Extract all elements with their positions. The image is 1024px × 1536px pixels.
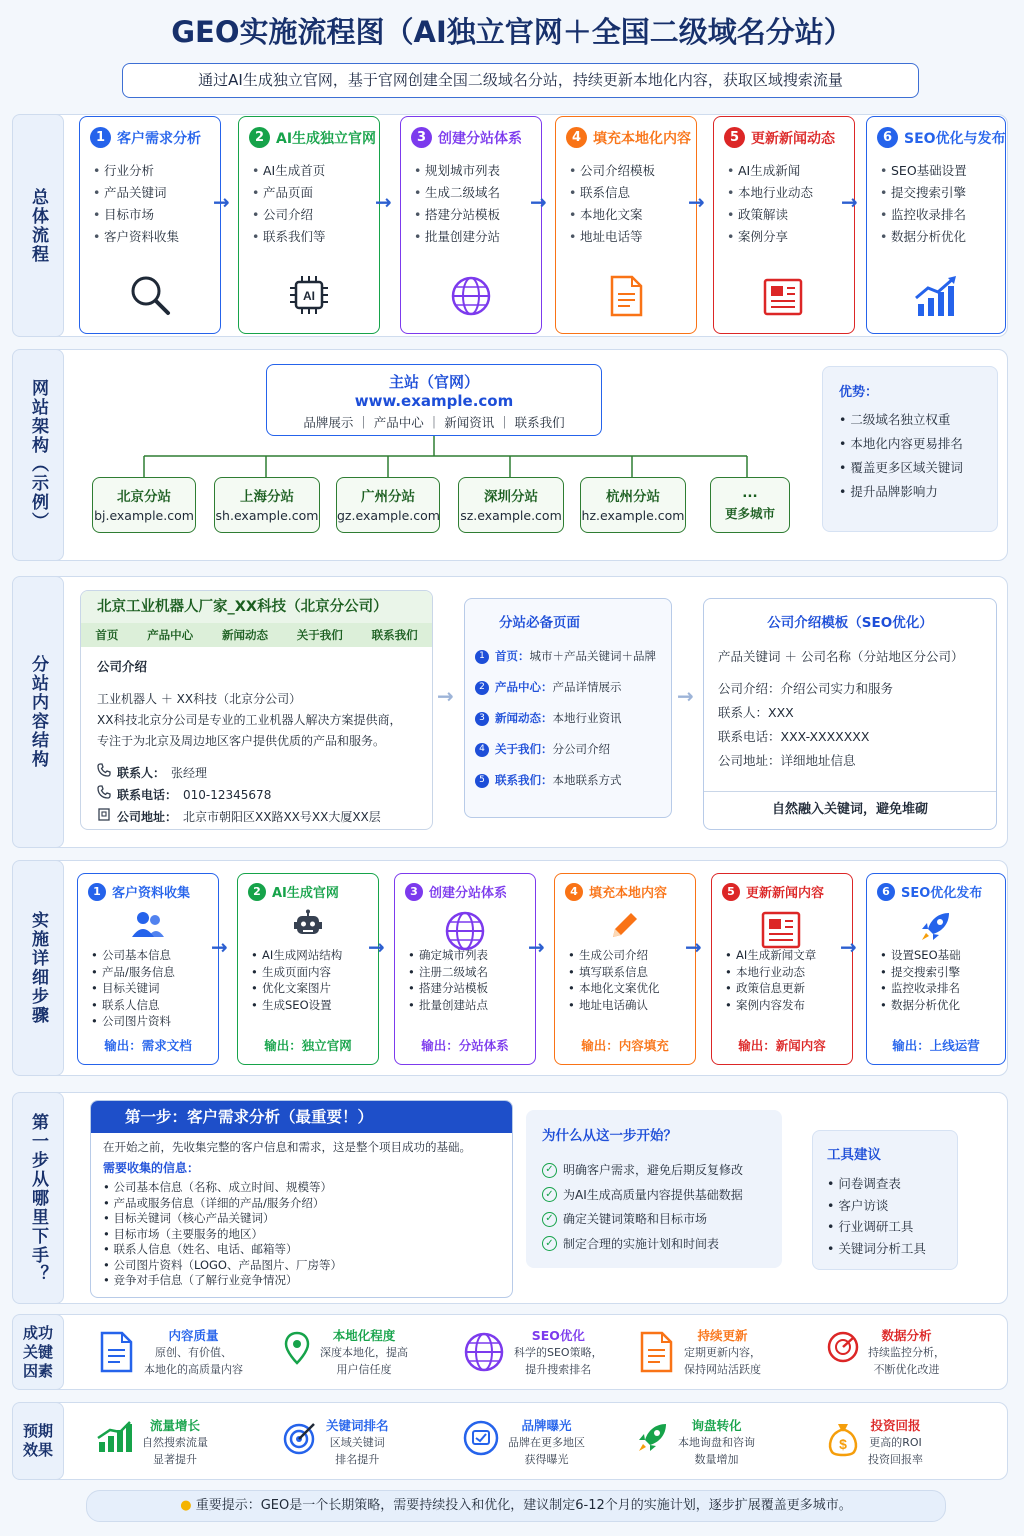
step-number: 6 <box>877 883 895 901</box>
step-item: • 政策解读 <box>738 204 844 226</box>
branch-domain: sz.example.com <box>460 508 562 523</box>
effects-item <box>636 1416 755 1468</box>
arrow-icon: → <box>528 935 545 959</box>
first-step-box <box>90 1100 513 1298</box>
branch-domain: hz.example.com <box>581 508 685 523</box>
overall-label: 总体流程 <box>12 114 64 337</box>
branch-site-box <box>336 477 440 533</box>
branch-name: 广州分站 <box>361 489 415 505</box>
effects-title: 关键词排名 <box>326 1418 389 1433</box>
monitor-icon <box>462 1445 500 1459</box>
mockup-intro-head: 公司介绍 <box>97 659 148 674</box>
document-icon <box>636 1363 676 1377</box>
effects-desc-1: 品牌在更多地区 <box>508 1436 585 1449</box>
required-page-item <box>475 703 661 734</box>
mockup-title: 北京工业机器人厂家_XX科技（北京分公司） <box>81 591 432 623</box>
branch-site-box <box>580 477 686 533</box>
template-line: 产品关键词 ＋ 公司名称（分站地区分公司） <box>718 649 964 664</box>
branch-domain: sh.example.com <box>215 508 319 523</box>
effects-desc-1: 更高的ROI <box>869 1436 922 1449</box>
template-note: 自然融入关键词，避免堆砌 <box>704 791 996 829</box>
arrow-icon: → <box>530 190 547 214</box>
svg-text:AI: AI <box>303 289 315 303</box>
tool-text: 行业调研工具 <box>838 1219 914 1234</box>
contact-key: 联系电话： <box>117 788 178 802</box>
step-item: • 提交搜索引擎 <box>891 964 995 981</box>
step-title: 更新新闻内容 <box>746 886 825 901</box>
check-icon: ✓ <box>542 1212 557 1227</box>
step-item: • 地址电话确认 <box>579 997 685 1014</box>
required-page-number: 4 <box>475 743 489 757</box>
required-pages-box <box>464 598 672 818</box>
contact-key: 公司地址： <box>117 810 178 824</box>
arrow-icon: → <box>840 935 857 959</box>
step-item: • 监控收录排名 <box>891 980 995 997</box>
step-item: • 确定城市列表 <box>419 947 525 964</box>
step-item: • 本地化文案优化 <box>579 980 685 997</box>
contact-key: 联系人： <box>117 766 166 780</box>
first-step-banner: 第一步：客户需求分析（最重要！） <box>91 1101 512 1133</box>
step-output: 输出：上线运营 <box>892 1038 980 1053</box>
required-page-number: 5 <box>475 774 489 788</box>
tip-bar <box>86 1490 946 1522</box>
advantage-text: 本地化内容更易排名 <box>850 436 963 451</box>
step-item: • 联系我们等 <box>263 226 369 248</box>
arrow-icon: → <box>841 190 858 214</box>
document-icon <box>96 1363 136 1377</box>
need-text: 目标关键词（核心产品关键词） <box>113 1211 275 1225</box>
step-title: 客户资料收集 <box>112 886 191 901</box>
detail-step-2 <box>237 873 379 1065</box>
required-page-key: 联系我们： <box>495 773 553 787</box>
arrow-icon: → <box>677 684 694 708</box>
branch-name: 深圳分站 <box>484 489 538 505</box>
step-item: • 本地行业动态 <box>736 964 842 981</box>
detail-step-5 <box>711 873 853 1065</box>
effects-title: 品牌曝光 <box>521 1418 572 1433</box>
branch-name: ... <box>742 485 758 501</box>
step-item: • 客户资料收集 <box>104 226 210 248</box>
effects-desc-2: 排名提升 <box>335 1453 380 1466</box>
branch-site-box <box>710 477 790 533</box>
branch-domain: 更多城市 <box>724 506 775 521</box>
advantage-text: 提升品牌影响力 <box>850 484 938 499</box>
detail-step-6 <box>866 873 1006 1065</box>
factors-desc-1: 科学的SEO策略， <box>514 1346 603 1359</box>
why-text: 明确客户需求，避免后期反复修改 <box>563 1163 744 1177</box>
factors-desc-1: 深度本地化，提高 <box>320 1346 408 1359</box>
factors-item <box>826 1326 945 1378</box>
pencil-icon <box>609 930 641 944</box>
step-item: • 搭建分站模板 <box>425 204 531 226</box>
effects-title: 投资回报 <box>870 1418 921 1433</box>
branch-domain: gz.example.com <box>337 508 440 523</box>
effects-item <box>96 1416 208 1468</box>
required-page-item <box>475 734 661 765</box>
step-output: 输出：独立官网 <box>264 1038 352 1053</box>
phone-icon <box>97 784 111 806</box>
first-label: 第一步从哪里下手？ <box>12 1092 64 1304</box>
step-item: • 数据分析优化 <box>891 226 995 248</box>
mockup-nav-item[interactable]: 联系我们 <box>371 628 418 642</box>
arrow-icon: → <box>437 684 454 708</box>
effects-desc-1: 本地询盘和咨询 <box>678 1436 755 1449</box>
required-page-key: 首页： <box>495 649 530 663</box>
need-item: • 竞争对手信息（了解行业竞争情况） <box>103 1273 298 1287</box>
mockup-nav-item[interactable]: 新闻动态 <box>221 628 268 642</box>
step-item: • 产品/服务信息 <box>102 964 208 981</box>
step-item: • 生成SEO设置 <box>262 997 368 1014</box>
branch-site-box <box>458 477 564 533</box>
step-output: 输出：新闻内容 <box>738 1038 826 1053</box>
tool-text: 问卷调查表 <box>838 1176 901 1191</box>
step-item: • 设置SEO基础 <box>891 947 995 964</box>
step-item: • 规划城市列表 <box>425 160 531 182</box>
why-title: 为什么从这一步开始？ <box>542 1128 677 1144</box>
step-item: • 案例分享 <box>738 226 844 248</box>
step-item: • 公司介绍 <box>263 204 369 226</box>
step-item: • 公司介绍模板 <box>580 160 686 182</box>
check-icon: ✓ <box>542 1163 557 1178</box>
detail-step-1 <box>77 873 219 1065</box>
required-page-value: 本地行业资讯 <box>552 711 622 725</box>
needs-title: 需要收集的信息： <box>103 1161 200 1175</box>
effects-desc-2: 显著提升 <box>153 1453 197 1466</box>
why-text: 制定合理的实施计划和时间表 <box>563 1236 720 1251</box>
step-item: • AI生成新闻文章 <box>736 947 842 964</box>
step-item: • 生成公司介绍 <box>579 947 685 964</box>
factors-desc-1: 定期更新内容， <box>684 1346 761 1359</box>
template-line: 联系电话：XXX-XXXXXXX <box>718 729 870 744</box>
branch-name: 杭州分站 <box>606 489 660 505</box>
need-text: 联系人信息（姓名、电话、邮箱等） <box>113 1242 298 1256</box>
main-site-title: 主站（官网） <box>388 373 479 391</box>
tool-item: • 行业调研工具 <box>827 1219 914 1234</box>
advantages-box <box>822 366 998 532</box>
factors-desc-2: 保持网站活跃度 <box>684 1363 761 1376</box>
required-page-item <box>475 765 661 796</box>
step-number: 2 <box>248 883 266 901</box>
factors-desc-2: 不断优化改进 <box>873 1363 940 1376</box>
step-title: SEO优化发布 <box>901 886 983 901</box>
step-item: • 填写联系信息 <box>579 964 685 981</box>
step-title: 创建分站体系 <box>429 886 508 901</box>
required-page-value: 本地联系方式 <box>552 773 622 787</box>
required-page-item <box>475 672 661 703</box>
advantages-title: 优势： <box>839 385 879 400</box>
factors-item <box>636 1326 761 1378</box>
step-item: • 公司基本信息 <box>102 947 208 964</box>
template-title: 公司介绍模板（SEO优化） <box>767 615 933 631</box>
template-line: 公司地址：详细地址信息 <box>718 753 856 768</box>
step-item: • 联系人信息 <box>102 997 208 1014</box>
step-item: • 生成页面内容 <box>262 964 368 981</box>
advantage-text: 覆盖更多区域关键词 <box>850 460 963 475</box>
template-line: 公司介绍：介绍公司实力和服务 <box>718 681 894 696</box>
step-output: 输出：需求文档 <box>104 1038 192 1053</box>
required-page-value: 城市＋产品关键词＋品牌 <box>529 649 656 663</box>
need-text: 竞争对手信息（了解行业竞争情况） <box>113 1273 298 1287</box>
contact-row <box>97 784 416 806</box>
mockup-intro-l3: 专注于为北京及周边地区客户提供优质的产品和服务。 <box>97 734 386 748</box>
effects-desc-2: 获得曝光 <box>524 1453 569 1466</box>
step-item: • 数据分析优化 <box>891 997 995 1014</box>
rocket-icon <box>919 932 953 946</box>
mockup-intro-l1: 工业机器人 ＋ XX科技（北京分公司） <box>97 692 302 706</box>
need-text: 公司图片资料（LOGO、产品图片、厂房等） <box>113 1257 342 1272</box>
step-item: • 目标关键词 <box>102 980 208 997</box>
step-output: 输出：内容填充 <box>581 1038 669 1053</box>
branch-name: 上海分站 <box>240 489 294 505</box>
factors-item <box>462 1326 603 1378</box>
why-box <box>526 1110 782 1268</box>
step-number: 1 <box>88 883 106 901</box>
required-page-key: 产品中心： <box>495 680 553 694</box>
step-number: 6 <box>877 127 898 148</box>
branch-name: 北京分站 <box>117 489 171 505</box>
phone-icon <box>97 762 111 784</box>
required-page-number: 1 <box>475 650 489 664</box>
building-icon <box>97 806 111 828</box>
factors-item <box>96 1326 243 1378</box>
page-subtitle: 通过AI生成独立官网，基于官网创建全国二级域名分站，持续更新本地化内容，获取区域搜索流量 <box>122 63 919 98</box>
factors-title: SEO优化 <box>531 1328 585 1343</box>
step-item: • 案例内容发布 <box>736 997 842 1014</box>
need-item: • 公司基本信息（名称、成立时间、规模等） <box>103 1180 332 1194</box>
effects-desc-2: 数量增加 <box>694 1453 739 1466</box>
step-number: 4 <box>565 883 583 901</box>
target-icon <box>282 1445 318 1459</box>
step-number: 4 <box>566 127 587 148</box>
arrow-icon: → <box>375 190 392 214</box>
tool-item: • 问卷调查表 <box>827 1176 901 1191</box>
first-step-intro: 在开始之前，先收集完整的客户信息和需求，这是整个项目成功的基础。 <box>103 1140 471 1154</box>
branch-site-box <box>214 477 320 533</box>
step-number: 1 <box>90 127 111 148</box>
why-item <box>542 1183 766 1208</box>
mockup-nav-item[interactable]: 关于我们 <box>296 628 343 642</box>
svg-text:$: $ <box>839 1436 847 1452</box>
effects-item <box>826 1416 923 1468</box>
step-title: AI生成独立官网 <box>276 130 377 147</box>
effects-title: 询盘转化 <box>691 1418 742 1433</box>
required-page-value: 产品详情展示 <box>552 680 622 694</box>
factors-desc-2: 本地化的高质量内容 <box>144 1363 243 1376</box>
robot-icon <box>292 930 324 944</box>
globe-icon <box>462 1363 506 1377</box>
detail-label: 实施详细步骤 <box>12 860 64 1076</box>
effects-title: 流量增长 <box>149 1418 200 1433</box>
step-title: 客户需求分析 <box>117 130 201 147</box>
step-item: • 公司图片资料 <box>102 1013 208 1030</box>
main-site-links: 品牌展示 ｜ 产品中心 ｜ 新闻资讯 ｜ 联系我们 <box>303 415 565 430</box>
required-page-number: 2 <box>475 681 489 695</box>
step-item: • 本地行业动态 <box>738 182 844 204</box>
need-item: • 公司图片资料（LOGO、产品图片、厂房等） <box>103 1257 342 1272</box>
arrow-icon: → <box>368 935 385 959</box>
factors-item <box>282 1326 408 1378</box>
required-page-key: 新闻动态： <box>495 711 553 725</box>
arrow-icon: → <box>211 935 228 959</box>
mockup-intro-l2: XX科技北京分公司是专业的工业机器人解决方案提供商， <box>97 713 402 727</box>
step-item: • 政策信息更新 <box>736 980 842 997</box>
why-item <box>542 1232 766 1257</box>
tool-item: • 关键词分析工具 <box>827 1240 926 1256</box>
factors-desc-1: 原创、有价值、 <box>155 1346 232 1359</box>
step-number: 5 <box>722 883 740 901</box>
branch-site-box <box>92 477 196 533</box>
effects-item <box>282 1416 389 1468</box>
step-title: SEO优化与发布 <box>904 130 1006 147</box>
step-item: • 产品关键词 <box>104 182 210 204</box>
need-item: • 目标市场（主要服务的地区） <box>103 1226 263 1241</box>
required-pages-title: 分站必备页面 <box>499 615 580 631</box>
advantage-item: • 本地化内容更易排名 <box>839 436 963 451</box>
effects-desc-1: 区域关键词 <box>329 1436 385 1449</box>
step-item: • 优化文案图片 <box>262 980 368 997</box>
check-icon: ✓ <box>542 1187 557 1202</box>
advantage-item: • 覆盖更多区域关键词 <box>839 460 963 475</box>
advantage-text: 二级域名独立权重 <box>850 412 951 427</box>
users-icon <box>130 930 166 944</box>
need-text: 目标市场（主要服务的地区） <box>113 1226 263 1241</box>
main-site-domain: www.example.com <box>354 392 514 410</box>
factors-title: 持续更新 <box>697 1328 748 1343</box>
gauge-icon <box>826 1353 860 1367</box>
factors-title: 数据分析 <box>881 1328 932 1343</box>
step-item: • AI生成新闻 <box>738 160 844 182</box>
step-item: • 注册二级域名 <box>419 964 525 981</box>
step-title: 创建分站体系 <box>438 130 522 147</box>
bar-growth-icon <box>96 1443 134 1457</box>
check-icon: ✓ <box>542 1236 557 1251</box>
need-item: • 产品或服务信息（详细的产品/服务介绍） <box>103 1195 325 1210</box>
step-output: 输出：分站体系 <box>421 1038 509 1053</box>
factors-title: 内容质量 <box>168 1328 219 1343</box>
lightbulb-icon: ● <box>180 1498 192 1513</box>
effects-desc-2: 投资回报率 <box>868 1453 923 1466</box>
tools-box <box>812 1130 958 1270</box>
contact-row <box>97 762 416 784</box>
advantage-item: • 提升品牌影响力 <box>839 484 938 499</box>
arrow-icon: → <box>213 190 230 214</box>
contact-value: 北京市朝阳区XX路XX号XX大厦XX层 <box>183 810 381 824</box>
need-item: • 联系人信息（姓名、电话、邮箱等） <box>103 1242 298 1256</box>
effects-item <box>462 1416 585 1468</box>
need-text: 产品或服务信息（详细的产品/服务介绍） <box>113 1195 325 1210</box>
step-title: 填充本地化内容 <box>593 130 691 147</box>
branch-page-mockup <box>80 590 433 830</box>
tools-title: 工具建议 <box>827 1147 881 1163</box>
factors-label: 成功关键因素 <box>12 1314 64 1390</box>
tool-text: 关键词分析工具 <box>838 1240 926 1256</box>
step-number: 3 <box>411 127 432 148</box>
rocket-icon <box>636 1443 670 1457</box>
step-number: 3 <box>405 883 423 901</box>
location-pin-icon <box>282 1355 312 1369</box>
step-item: • AI生成首页 <box>263 160 369 182</box>
content-label: 分站内容结构 <box>12 576 64 848</box>
detail-step-3 <box>394 873 536 1065</box>
contact-value: 张经理 <box>171 766 208 780</box>
contact-value: 010-12345678 <box>183 788 272 802</box>
step-number: 2 <box>249 127 270 148</box>
template-line: 联系人：XXX <box>718 705 794 720</box>
contact-row <box>97 806 416 828</box>
required-page-number: 3 <box>475 712 489 726</box>
detail-step-4 <box>554 873 696 1065</box>
step-item: • 搭建分站模板 <box>419 980 525 997</box>
step-item: • 监控收录排名 <box>891 204 995 226</box>
need-item: • 目标关键词（核心产品关键词） <box>103 1211 275 1225</box>
step-item: • 生成二级域名 <box>425 182 531 204</box>
factors-title: 本地化程度 <box>332 1328 396 1343</box>
step-item: • 行业分析 <box>104 160 210 182</box>
factors-desc-2: 提升搜索排名 <box>525 1363 592 1376</box>
factors-desc-2: 用户信任度 <box>336 1363 392 1376</box>
step-number: 5 <box>724 127 745 148</box>
effects-label: 预期效果 <box>12 1402 64 1480</box>
step-item: • 地址电话等 <box>580 226 686 248</box>
step-item: • 产品页面 <box>263 182 369 204</box>
advantage-item: • 二级域名独立权重 <box>839 412 951 427</box>
step-item: • 目标市场 <box>104 204 210 226</box>
step-item: • 本地化文案 <box>580 204 686 226</box>
tip-text: 重要提示：GEO是一个长期策略，需要持续投入和优化，建议制定6-12个月的实施计划，逐步扩展覆盖更多城市。 <box>195 1498 852 1513</box>
why-text: 确定关键词策略和目标市场 <box>563 1212 708 1226</box>
page-title: GEO实施流程图（AI独立官网＋全国二级域名分站） <box>171 15 853 49</box>
factors-desc-1: 持续监控分析， <box>868 1346 945 1359</box>
template-box <box>703 598 997 830</box>
why-item <box>542 1207 766 1232</box>
tool-item: • 客户访谈 <box>827 1197 889 1213</box>
money-bag-icon <box>826 1436 860 1461</box>
mockup-nav-item[interactable]: 首页 <box>95 628 119 642</box>
arch-label: 网站架构（示例） <box>12 349 64 561</box>
need-text: 公司基本信息（名称、成立时间、规模等） <box>113 1180 332 1194</box>
step-item: • 批量创建站点 <box>419 997 525 1014</box>
branch-domain: bj.example.com <box>94 508 194 523</box>
tool-text: 客户访谈 <box>838 1197 889 1213</box>
why-item <box>542 1158 766 1183</box>
step-item: • AI生成网站结构 <box>262 947 368 964</box>
step-item: • 提交搜索引擎 <box>891 182 995 204</box>
step-item: • 联系信息 <box>580 182 686 204</box>
step-item: • 批量创建分站 <box>425 226 531 248</box>
why-text: 为AI生成高质量内容提供基础数据 <box>563 1187 743 1202</box>
required-page-item <box>475 641 661 672</box>
mockup-nav <box>81 623 432 647</box>
arrow-icon: → <box>688 190 705 214</box>
mockup-nav-item[interactable]: 产品中心 <box>147 628 194 642</box>
required-page-key: 关于我们： <box>495 742 553 756</box>
arrow-icon: → <box>685 935 702 959</box>
required-page-value: 分公司介绍 <box>552 742 610 756</box>
step-title: 填充本地内容 <box>589 886 668 901</box>
effects-desc-1: 自然搜索流量 <box>142 1436 208 1449</box>
step-title: AI生成官网 <box>272 886 339 901</box>
step-title: 更新新闻动态 <box>751 130 835 147</box>
step-item: • SEO基础设置 <box>891 160 995 182</box>
